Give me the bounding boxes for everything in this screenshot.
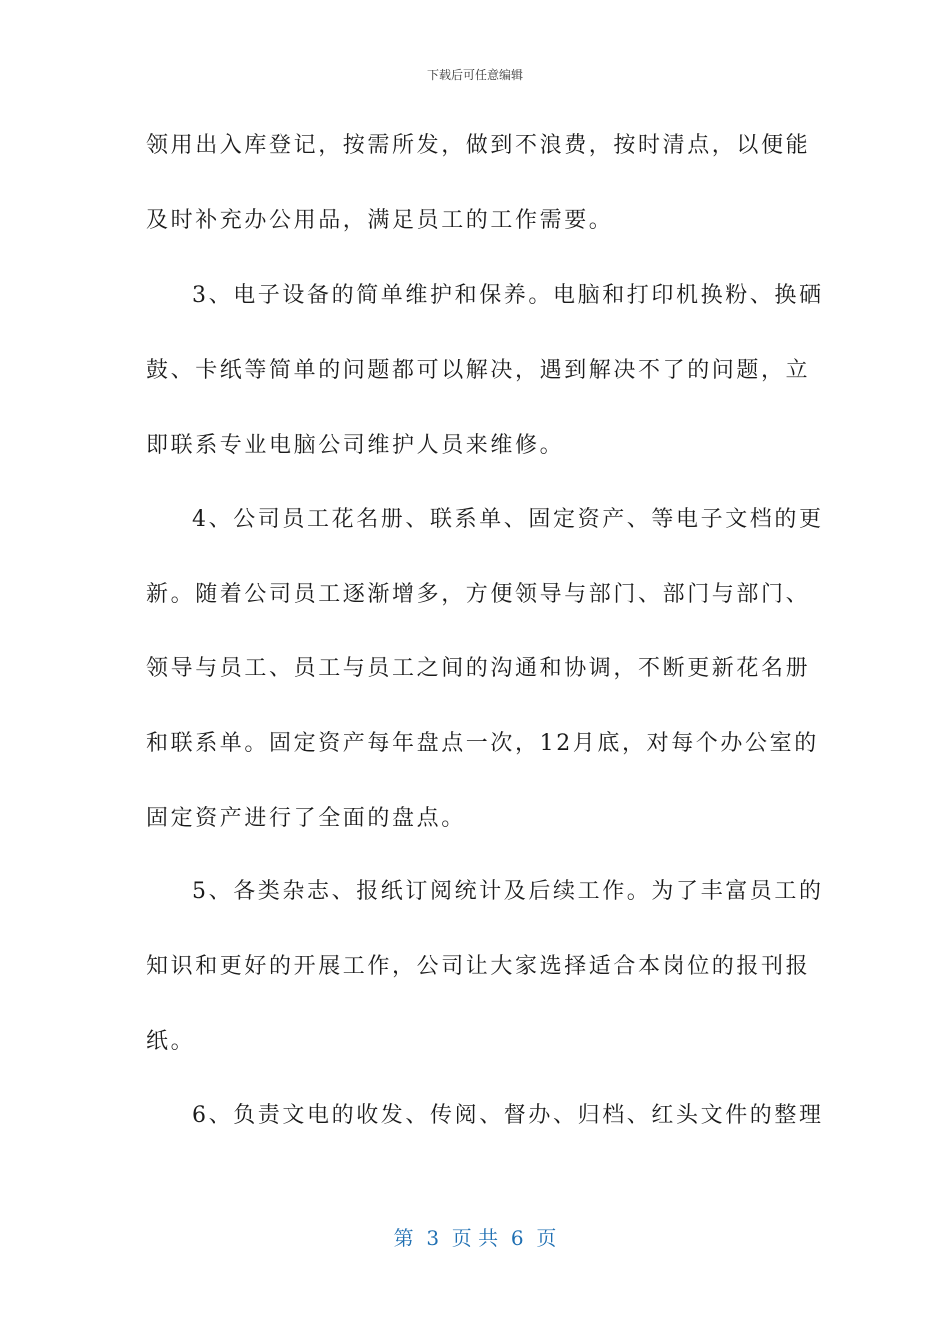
text-line: 3、电子设备的简单维护和保养。电脑和打印机换粉、换硒 <box>192 283 824 308</box>
text-line: 新。随着公司员工逐渐增多，方便领导与部门、部门与部门、 <box>146 582 811 607</box>
text-line: 领导与员工、员工与员工之间的沟通和协调，不断更新花名册 <box>146 656 811 681</box>
text-line: 5、各类杂志、报纸订阅统计及后续工作。为了丰富员工的 <box>192 879 824 904</box>
text-line: 及时补充办公用品，满足员工的工作需要。 <box>146 208 614 233</box>
page-footer: 第 3 页 共 6 页 <box>393 1226 557 1250</box>
text-line: 即联系专业电脑公司维护人员来维修。 <box>146 433 565 458</box>
text-line: 领用出入库登记，按需所发，做到不浪费，按时清点，以便能 <box>146 133 811 158</box>
text-line: 和联系单。固定资产每年盘点一次，12月底，对每个办公室的 <box>146 731 819 756</box>
text-line: 鼓、卡纸等简单的问题都可以解决，遇到解决不了的问题，立 <box>146 358 811 383</box>
text-line: 固定资产进行了全面的盘点。 <box>146 806 466 831</box>
text-line: 知识和更好的开展工作，公司让大家选择适合本岗位的报刊报 <box>146 954 811 979</box>
text-line: 4、公司员工花名册、联系单、固定资产、等电子文档的更 <box>192 507 824 532</box>
text-line: 纸。 <box>146 1029 196 1054</box>
header-note: 下载后可任意编辑 <box>426 68 523 82</box>
text-line: 6、负责文电的收发、传阅、督办、归档、红头文件的整理 <box>192 1103 824 1128</box>
